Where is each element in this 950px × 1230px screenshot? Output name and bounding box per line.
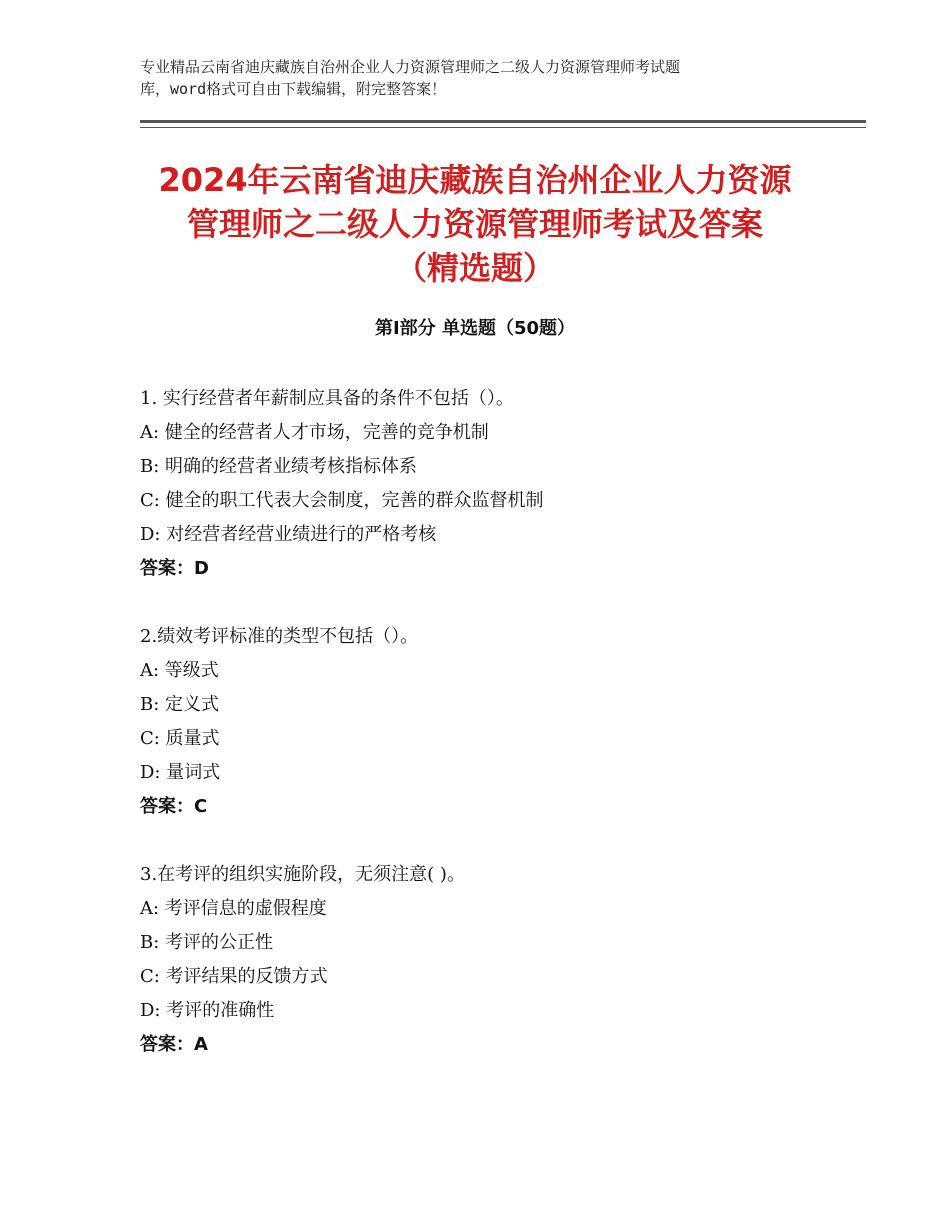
option-a: A: 考评信息的虚假程度 (140, 898, 327, 919)
header-note-line-1: 专业精品云南省迪庆藏族自治州企业人力资源管理师之二级人力资源管理师考试题 (140, 58, 681, 76)
answer: 答案：A (140, 1034, 208, 1055)
question-list (140, 382, 840, 1096)
option-d: D: 对经营者经营业绩进行的严格考核 (140, 524, 437, 545)
section-heading: 第Ⅰ部分 单选题（50题） (374, 318, 575, 339)
title-line-3: （精选题） (394, 249, 555, 287)
option-a: A: 健全的经营者人才市场，完善的竞争机制 (140, 422, 489, 443)
document-title (100, 158, 850, 290)
option-c: C: 质量式 (140, 728, 220, 749)
answer: 答案：C (140, 796, 208, 817)
question-3 (140, 858, 840, 1062)
question-stem: 2.绩效考评标准的类型不包括（）。 (140, 626, 419, 647)
option-a: A: 等级式 (140, 660, 219, 681)
question-2 (140, 620, 840, 824)
header-divider (140, 120, 866, 128)
option-b: B: 考评的公正性 (140, 932, 274, 953)
question-1 (140, 382, 840, 586)
option-d: D: 量词式 (140, 762, 221, 783)
header-note-line-2: 库，word格式可自由下载编辑，附完整答案！ (140, 80, 447, 98)
title-line-1: 2024年云南省迪庆藏族自治州企业人力资源 (158, 161, 792, 199)
option-d: D: 考评的准确性 (140, 1000, 275, 1021)
option-c: C: 健全的职工代表大会制度，完善的群众监督机制 (140, 490, 544, 511)
question-stem: 3.在考评的组织实施阶段，无须注意( )。 (140, 864, 465, 885)
header-note (140, 56, 820, 100)
title-line-2: 管理师之二级人力资源管理师考试及答案 (186, 205, 763, 243)
question-stem: 1. 实行经营者年薪制应具备的条件不包括（）。 (140, 388, 514, 409)
answer: 答案：D (140, 558, 209, 579)
option-c: C: 考评结果的反馈方式 (140, 966, 328, 987)
option-b: B: 定义式 (140, 694, 220, 715)
option-b: B: 明确的经营者业绩考核指标体系 (140, 456, 418, 477)
